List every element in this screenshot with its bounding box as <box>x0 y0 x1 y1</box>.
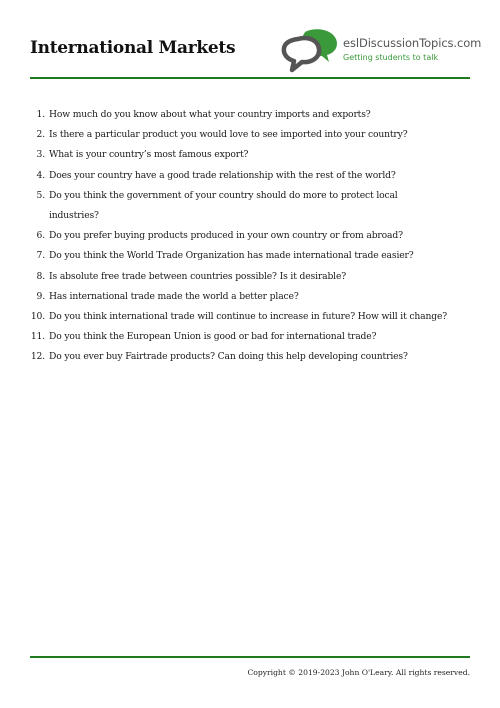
question-text: How much do you know about what your country imports and exports? <box>49 109 371 120</box>
question-text: Do you prefer buying products produced in your own country or from abroad? <box>49 230 403 242</box>
header-divider <box>30 77 470 79</box>
grey-bubble-shape <box>284 38 319 70</box>
page-header <box>30 26 482 78</box>
question-number: 6. <box>36 230 45 242</box>
list-item <box>30 145 450 165</box>
list-item <box>30 226 450 246</box>
list-item <box>30 246 450 266</box>
list-item <box>30 327 450 347</box>
question-number: 1. <box>36 109 45 120</box>
list-item <box>30 347 450 367</box>
list-item <box>30 105 450 125</box>
page-title: International Markets <box>30 38 236 58</box>
question-text: What is your country’s most famous export? <box>49 149 249 161</box>
footer-divider <box>30 656 470 658</box>
site-logo[interactable] <box>280 28 482 74</box>
question-text: Is absolute free trade between countries possible? Is it desirable? <box>49 270 347 282</box>
question-text: Do you think the World Trade Organization has made international trade easier? <box>49 250 414 262</box>
copyright-notice: Copyright © 2019-2023 John O'Leary. All rights reserved. <box>247 668 470 677</box>
list-item <box>30 186 450 226</box>
question-text: Do you think the government of your country should do more to protect local industries? <box>49 189 398 222</box>
list-item <box>30 307 450 327</box>
question-number: 3. <box>36 149 45 161</box>
question-number: 2. <box>36 129 45 141</box>
question-number: 9. <box>36 290 45 302</box>
logo-name: eslDiscussionTopics.com <box>343 36 482 50</box>
question-text: Has international trade made the world a better place? <box>49 290 299 302</box>
question-number: 5. <box>36 189 45 201</box>
question-number: 12. <box>30 351 45 363</box>
logo-tagline: Getting students to talk <box>343 53 439 62</box>
question-list <box>30 105 450 368</box>
question-text: Do you ever buy Fairtrade products? Can doing this help developing countries? <box>49 351 408 363</box>
question-text: Do you think the European Union is good or bad for international trade? <box>49 331 377 343</box>
list-item <box>30 267 450 287</box>
question-number: 4. <box>36 169 45 181</box>
question-number: 8. <box>36 270 45 282</box>
speech-bubbles-icon <box>280 28 342 74</box>
question-number: 7. <box>36 250 45 262</box>
question-number: 10. <box>30 311 45 323</box>
question-text: Is there a particular product you would love to see imported into your country? <box>49 129 408 141</box>
question-text: Does your country have a good trade relationship with the rest of the world? <box>49 169 396 181</box>
question-text: Do you think international trade will continue to increase in future? How will it change? <box>49 311 448 323</box>
list-item <box>30 125 450 145</box>
list-item <box>30 166 450 186</box>
question-number: 11. <box>30 331 45 343</box>
list-item <box>30 287 450 307</box>
